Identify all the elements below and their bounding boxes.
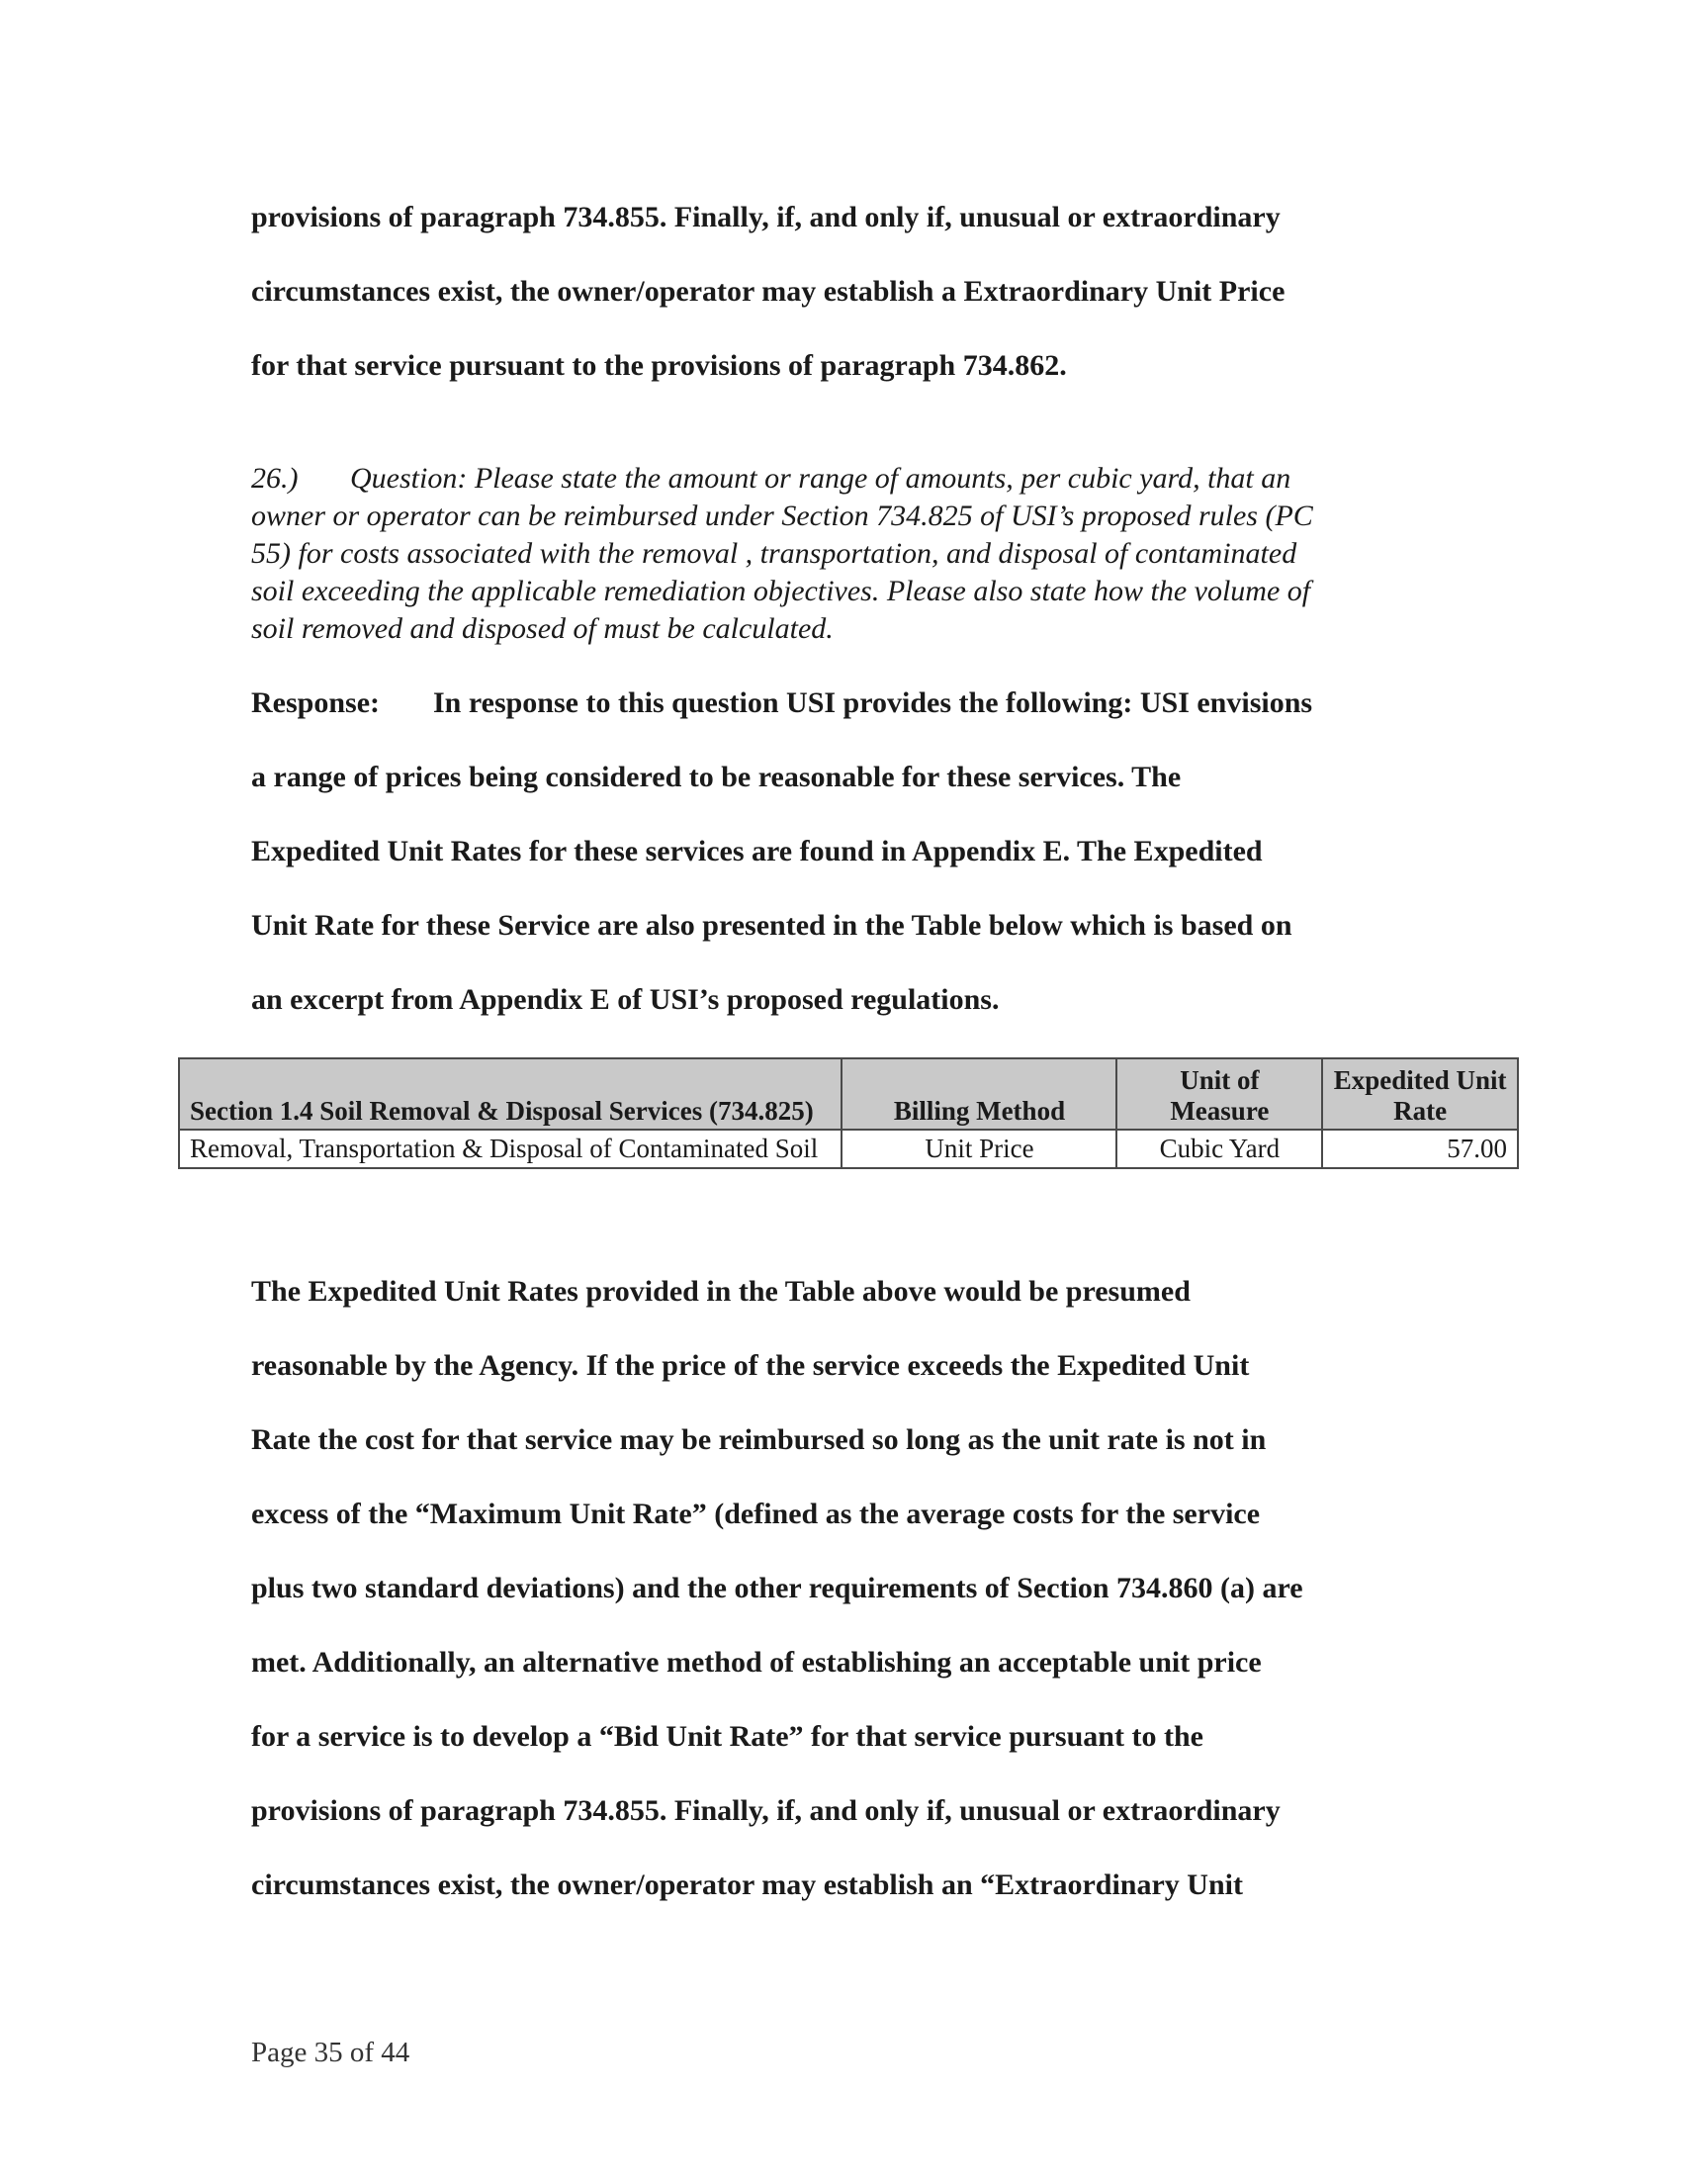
response-line-5: an excerpt from Appendix E of USI’s proposed regulations. [251, 983, 1000, 1016]
question-line-2: owner or operator can be reimbursed under Section 734.825 of USI’s proposed rules (PC [251, 500, 1313, 532]
question-line-5: soil removed and disposed of must be calculated. [251, 612, 834, 645]
page-number: Page 35 of 44 [251, 2037, 410, 2068]
question-line-3: 55) for costs associated with the removal , transportation, and disposal of contaminated [251, 537, 1297, 570]
response-text-1: In response to this question USI provides the following: USI envisions [433, 686, 1313, 719]
bottom-paragraph-line-6: met. Additionally, an alternative method of establishing an acceptable unit price [251, 1646, 1262, 1679]
bottom-paragraph-line-9: circumstances exist, the owner/operator may establish an “Extraordinary Unit [251, 1868, 1243, 1901]
table-header-row [179, 1058, 1518, 1130]
header-section: Section 1.4 Soil Removal & Disposal Services (734.825) [179, 1058, 842, 1130]
question-text-1: Question: Please state the amount or range of amounts, per cubic yard, that an [350, 462, 1291, 495]
question-number: 26.) [251, 462, 299, 495]
table-row [179, 1130, 1518, 1168]
bottom-paragraph-line-8: provisions of paragraph 734.855. Finally, if, and only if, unusual or extraordinary [251, 1794, 1281, 1827]
header-expedited-unit-rate: Expedited Unit Rate [1322, 1058, 1518, 1130]
response-line-4: Unit Rate for these Service are also presented in the Table below which is based on [251, 909, 1292, 942]
header-billing-method: Billing Method [842, 1058, 1116, 1130]
header-unit-of-measure: Unit of Measure [1116, 1058, 1322, 1130]
question-line-1 [251, 460, 1438, 498]
cell-billing-method: Unit Price [842, 1130, 1116, 1168]
bottom-paragraph-line-4: excess of the “Maximum Unit Rate” (defined as the average costs for the service [251, 1498, 1261, 1530]
bottom-paragraph-line-5: plus two standard deviations) and the other requirements of Section 734.860 (a) are [251, 1572, 1303, 1604]
cell-unit-of-measure: Cubic Yard [1116, 1130, 1322, 1168]
response-line-1 [251, 685, 1312, 721]
cell-expedited-unit-rate: 57.00 [1322, 1130, 1518, 1168]
top-paragraph-line-1: provisions of paragraph 734.855. Finally, if, and only if, unusual or extraordinary [251, 201, 1281, 233]
question-line-4: soil exceeding the applicable remediation objectives. Please also state how the volume of [251, 575, 1311, 607]
question-block [251, 460, 1438, 648]
bottom-paragraph-line-7: for a service is to develop a “Bid Unit Rate” for that service pursuant to the [251, 1720, 1203, 1753]
bottom-paragraph-line-3: Rate the cost for that service may be reimbursed so long as the unit rate is not in [251, 1423, 1267, 1456]
top-paragraph-line-3: for that service pursuant to the provisions of paragraph 734.862. [251, 349, 1067, 382]
response-line-2: a range of prices being considered to be reasonable for these services. The [251, 761, 1182, 793]
rates-table [178, 1057, 1519, 1169]
response-line-3: Expedited Unit Rates for these services are found in Appendix E. The Expedited [251, 835, 1263, 867]
cell-description: Removal, Transportation & Disposal of Contaminated Soil [179, 1130, 842, 1168]
top-paragraph-line-2: circumstances exist, the owner/operator may establish a Extraordinary Unit Price [251, 275, 1286, 308]
bottom-paragraph-line-2: reasonable by the Agency. If the price of the service exceeds the Expedited Unit [251, 1349, 1250, 1382]
response-label: Response: [251, 686, 381, 719]
bottom-paragraph-line-1: The Expedited Unit Rates provided in the Table above would be presumed [251, 1275, 1191, 1308]
